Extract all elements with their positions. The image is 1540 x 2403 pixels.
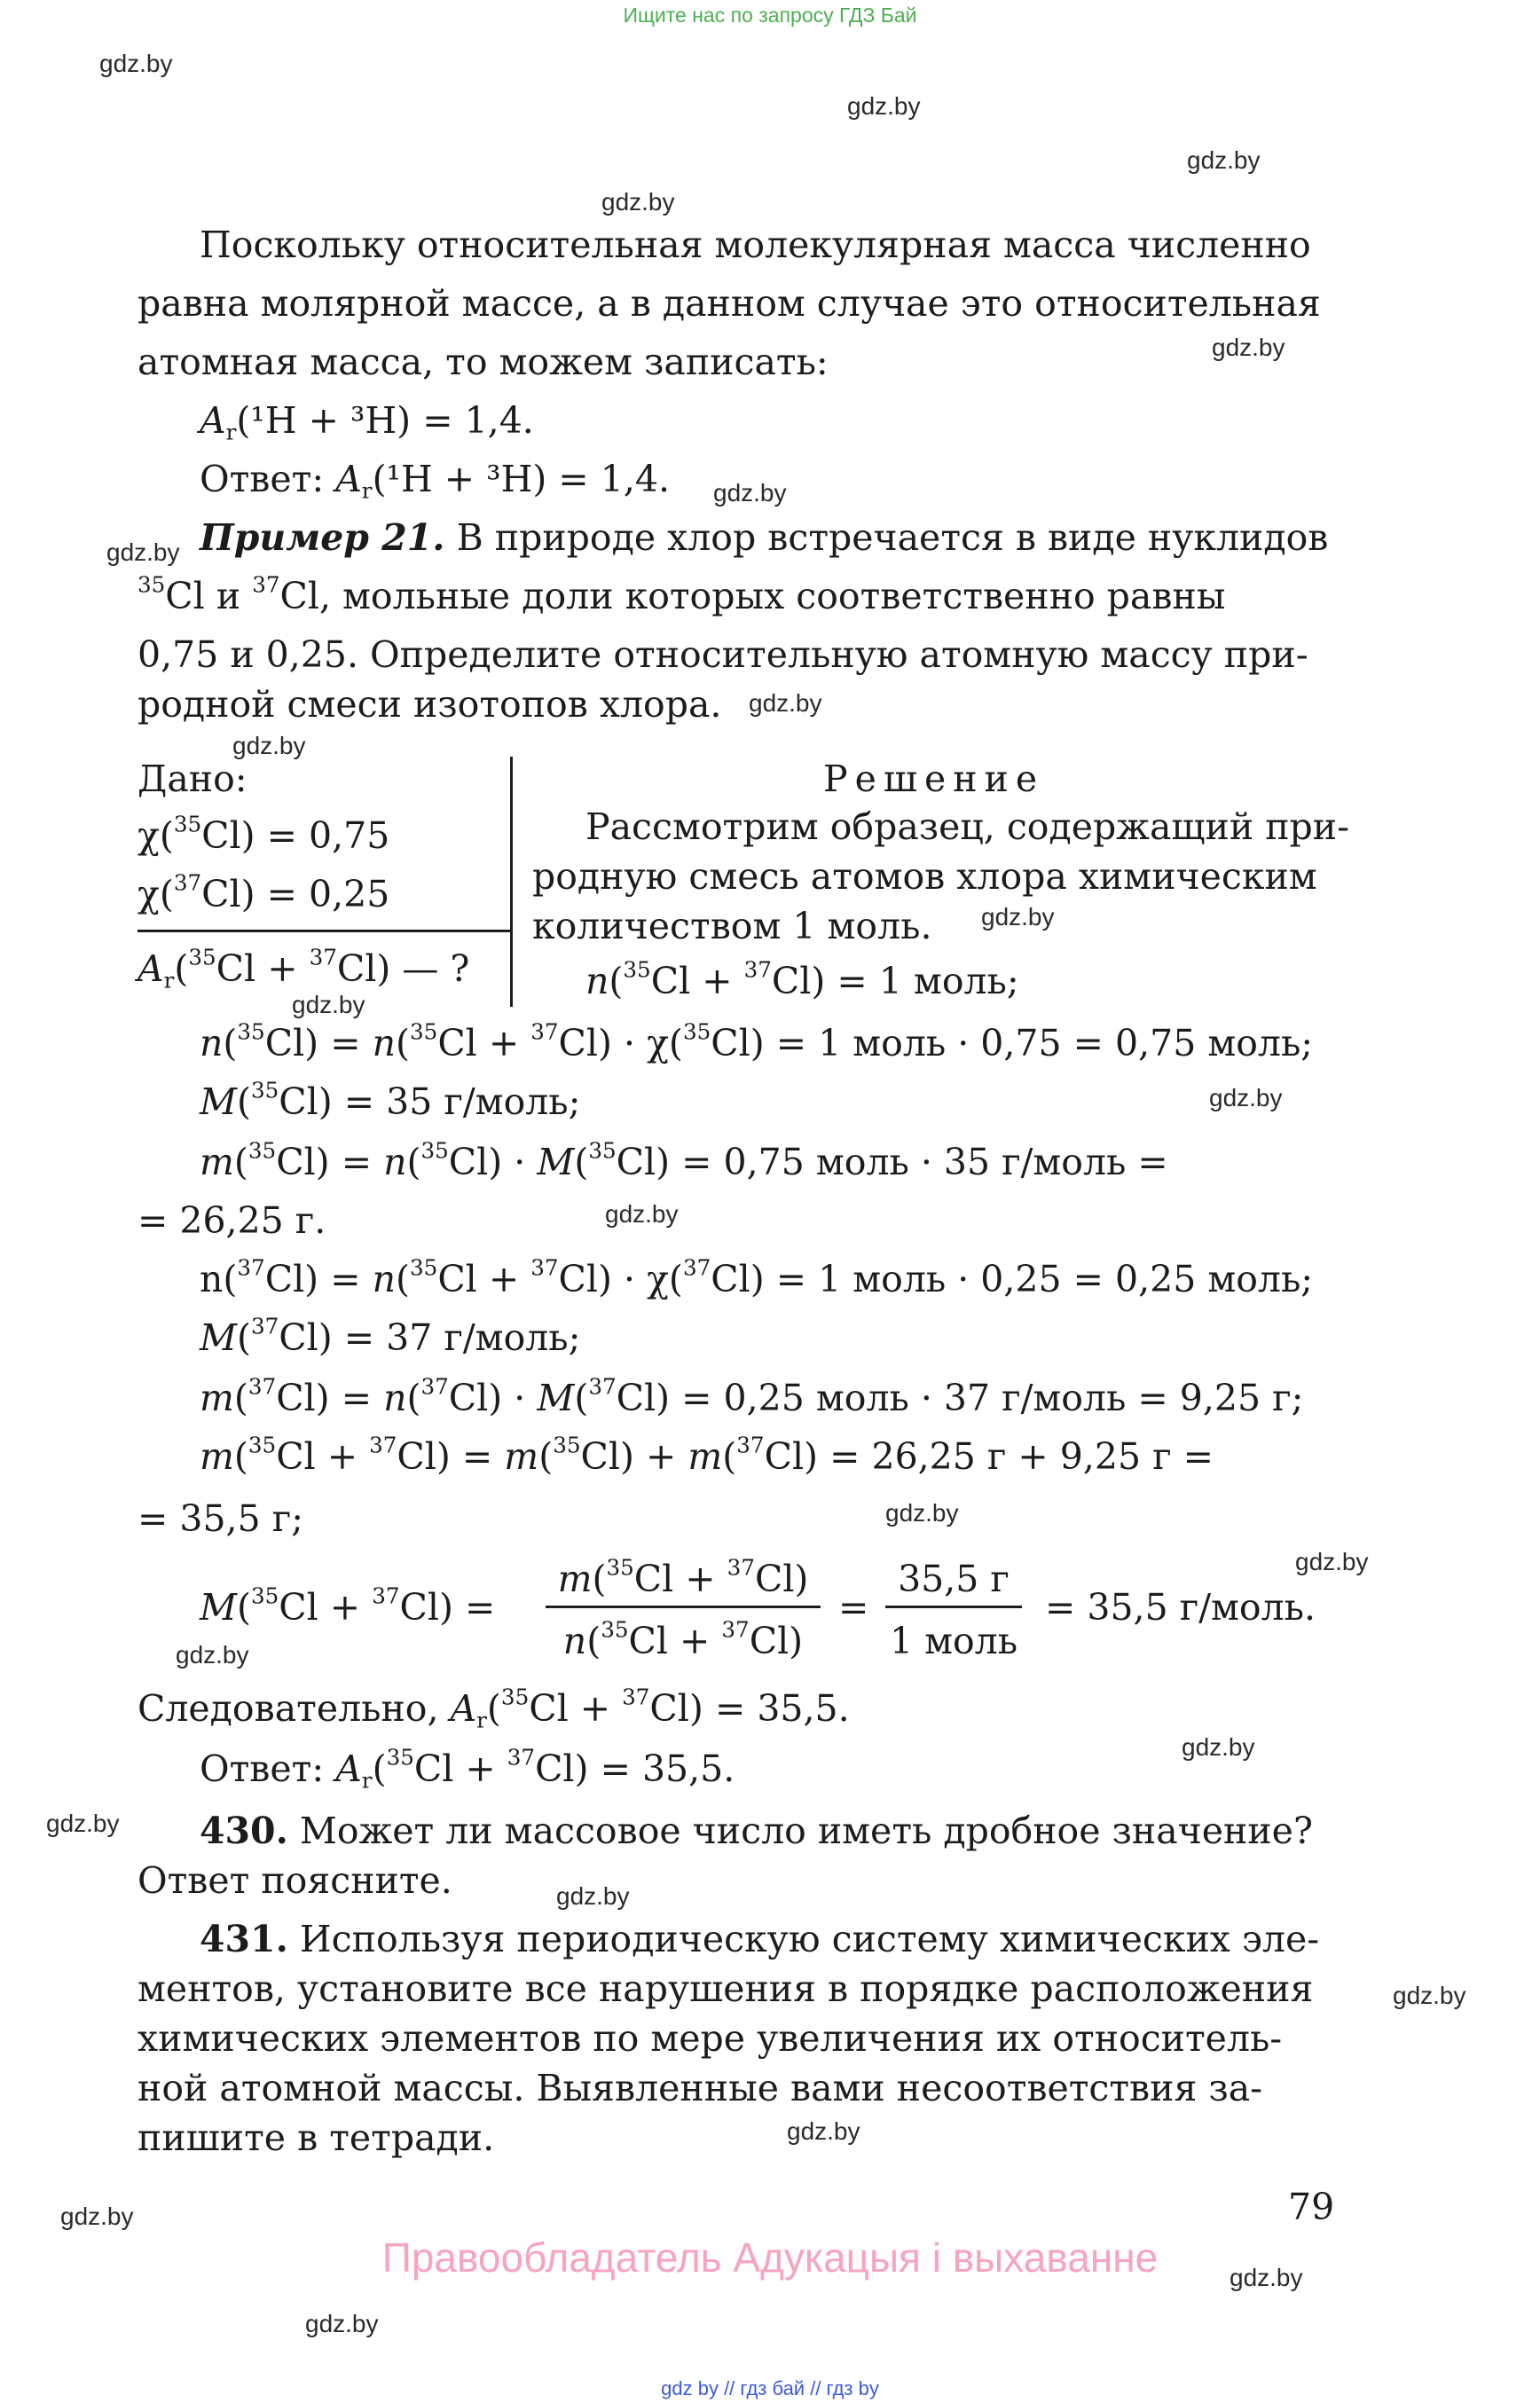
watermark: gdz.by (885, 1499, 959, 1527)
formula-text: (¹H + ³H) = 1,4. (372, 458, 671, 500)
solution-line: родную смесь атомов хлора химическим (532, 855, 1317, 898)
bottom-links[interactable]: gdz by // гдз бай // гдз by (661, 2377, 879, 2399)
example-text: Cl и (165, 575, 241, 617)
find-item: $A_r(^{35}Cl + ^{37}Cl)$ — ? (138, 944, 470, 993)
watermark: gdz.by (1187, 146, 1261, 174)
calc-line: = 35,5 г; (138, 1497, 304, 1540)
task-431-line: пишите в тетради. (138, 2116, 495, 2159)
watermark: gdz.by (1209, 1084, 1283, 1111)
solution-line: n($^{35}$Cl + $^{37}$Cl) = 1 моль; (585, 956, 1019, 1002)
example-line: 0,75 и 0,25. Определите относительную атомную массу при- (138, 633, 1308, 676)
task-number: 430. (200, 1810, 288, 1852)
calc-line: m($^{35}$Cl) = n($^{35}$Cl) · M($^{35}$Cl) = 0,75 моль · 35 г/моль = (200, 1137, 1168, 1183)
given-divider-horizontal (138, 930, 510, 932)
example-line: $^{35}$Cl и $^{37}$Cl, мольные доли которых соответственно равны (138, 571, 1226, 617)
example-line (200, 516, 1329, 559)
watermark: gdz.by (1182, 1733, 1255, 1761)
watermark: gdz.by (981, 903, 1055, 931)
find-text: — ? (402, 947, 470, 990)
task-text: Используя периодическую систему химических эле- (299, 1918, 1320, 1960)
watermark: gdz.by (1212, 334, 1285, 361)
task-430-line (200, 1810, 1313, 1852)
watermark: gdz.by (106, 538, 180, 566)
task-430-line: Ответ поясните. (138, 1859, 452, 1902)
calc-line: m($^{37}$Cl) = n($^{37}$Cl) · M($^{37}$Cl) = 0,25 моль · 37 г/моль = 9,25 г; (200, 1373, 1304, 1419)
conclusion-value: = 35,5. (714, 1687, 850, 1730)
calc-value: = 0,25 моль · 37 г/моль = 9,25 г; (681, 1377, 1304, 1419)
fraction-bar (546, 1606, 821, 1608)
solution-line: количеством 1 моль. (532, 905, 932, 947)
page-number: 79 (1288, 2186, 1335, 2228)
calc-value: = 0,75 моль · 35 г/моль = (681, 1141, 1168, 1183)
calc-line: M($^{35}$Cl + $^{37}$Cl) = (200, 1582, 496, 1629)
calc-value: = 37 г/моль; (343, 1316, 581, 1359)
task-431-line: химических элементов по мере увеличения их относитель- (138, 2017, 1283, 2060)
answer-label: Ответ: (200, 458, 325, 500)
task-431-line: ной атомной массы. Выявленные вами несоответствия за- (138, 2067, 1263, 2109)
watermark: gdz.by (176, 1641, 249, 1669)
task-431-line: ментов, установите все нарушения в порядке расположения (138, 1967, 1314, 2010)
calc-line: M($^{37}$Cl) = 37 г/моль; (200, 1313, 581, 1359)
fraction-denominator: 1 моль (889, 1620, 1018, 1662)
answer-line: Ответ: $A_r(^1H + ^3H) = 1,4$. (200, 458, 671, 504)
answer-label: Ответ: (200, 1747, 325, 1790)
watermark: gdz.by (1393, 1982, 1466, 2009)
solution-header: Решение (823, 758, 1045, 800)
fraction-numerator: 35,5 г (898, 1558, 1010, 1600)
calc-value: = 1 моль · 0,75 = 0,75 моль; (775, 1022, 1314, 1064)
watermark: gdz.by (787, 2117, 860, 2145)
watermark: gdz.by (1295, 1548, 1369, 1575)
example-line: родной смеси изотопов хлора. (138, 683, 722, 726)
top-banner[interactable]: Ищите нас по запросу ГДЗ Бай (623, 4, 917, 27)
example-text: В природе хлор встречается в виде нуклидов (456, 516, 1329, 559)
formula-line: $A_r(^1H + ^3H) = 1,4$. (200, 399, 534, 445)
paragraph-line: Поскольку относительная молекулярная масса численно (200, 224, 1311, 266)
watermark: gdz.by (99, 50, 173, 77)
calc-line: n($^{35}$Cl) = n($^{35}$Cl + $^{37}$Cl) · χ($^{35}$Cl) = 1 моль · 0,75 = 0,75 моль; (200, 1018, 1314, 1064)
formula-text: (¹H + ³H) = 1,4. (236, 399, 534, 442)
calc-line: n($^{37}$Cl) = n($^{35}$Cl + $^{37}$Cl) · χ($^{37}$Cl) = 1 моль · 0,25 = 0,25 моль; (200, 1254, 1314, 1300)
given-divider-vertical (510, 757, 513, 1007)
given-item: χ($^{35}$Cl) = 0,75 (138, 811, 390, 857)
given-label: Дано: (138, 758, 248, 800)
answer-value: = 35,5. (600, 1747, 735, 1790)
example-text: Cl, мольные доли которых соответственно равны (279, 575, 1226, 617)
watermark: gdz.by (46, 1810, 120, 1837)
watermark: gdz.by (1230, 2264, 1303, 2291)
watermark: gdz.by (847, 92, 921, 120)
watermark: gdz.by (60, 2203, 134, 2230)
calc-value: = 35,5 г/моль. (1045, 1586, 1316, 1629)
given-item: χ($^{37}$Cl) = 0,25 (138, 869, 390, 915)
fraction-numerator: m($^{35}$Cl + $^{37}$Cl) (557, 1554, 809, 1600)
given-value: = 0,75 (266, 814, 390, 857)
watermark: gdz.by (601, 188, 675, 216)
watermark: gdz.by (556, 1882, 630, 1910)
calc-line: m($^{35}$Cl + $^{37}$Cl) = m($^{35}$Cl) + m($^{37}$Cl) = 26,25 г + 9,25 г = (200, 1432, 1214, 1478)
calc-value: = 35 г/моль; (343, 1080, 581, 1123)
watermark: gdz.by (749, 689, 822, 717)
fraction-denominator: n($^{35}$Cl + $^{37}$Cl) (562, 1616, 804, 1662)
task-431-line (200, 1918, 1320, 1960)
solution-line: Рассмотрим образец, содержащий при- (585, 805, 1349, 848)
equals-sign: = (838, 1586, 869, 1629)
task-number: 431. (200, 1918, 288, 1960)
calc-line: = 26,25 г. (138, 1199, 326, 1242)
task-text: Может ли массовое число иметь дробное значение? (299, 1810, 1313, 1852)
watermark: gdz.by (292, 991, 365, 1018)
watermark: gdz.by (232, 732, 306, 759)
paragraph-line: атомная масса, то можем записать: (138, 341, 829, 383)
calc-value: = 1 моль · 0,25 = 0,25 моль; (775, 1258, 1314, 1300)
watermark: gdz.by (713, 479, 787, 507)
given-value: = 0,25 (266, 873, 390, 915)
example-title: Пример 21. (200, 516, 445, 559)
solution-value: = 1 моль; (837, 960, 1019, 1002)
calc-line: M($^{35}$Cl) = 35 г/моль; (200, 1077, 581, 1123)
calc-value: = 26,25 г + 9,25 г = (829, 1435, 1214, 1478)
copyright-notice: Правообладатель Адукацыя і выхаванне (381, 2234, 1159, 2281)
paragraph-line: равна молярной массе, а в данном случае это относительная (138, 282, 1321, 325)
conclusion-line: Следовательно, $A_r(^{35}Cl + ^{37}Cl) = 35,5$. (138, 1684, 850, 1733)
fraction-bar (885, 1606, 1022, 1608)
watermark: gdz.by (605, 1200, 679, 1228)
conclusion-text: Следовательно, (138, 1687, 439, 1730)
answer-line: Ответ: $A_r(^{35}Cl + ^{37}Cl) = 35,5$. (200, 1744, 735, 1794)
watermark: gdz.by (305, 2310, 379, 2337)
